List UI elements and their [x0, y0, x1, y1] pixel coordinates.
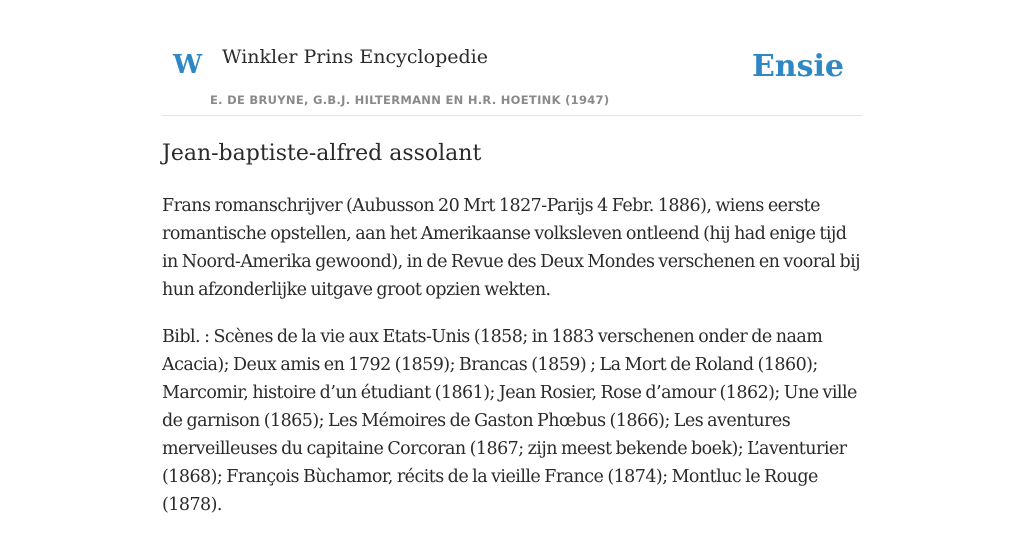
article-body [162, 192, 862, 538]
article-paragraph-bibliography: Bibl. : Scènes de la vie aux Etats-Unis (1858; in 1883 verschenen onder de naam Acacia); Deux amis en 1792 (1859); Brancas (1859) ; La Mort de Roland (1860); Marcomir, histoire d’un étudiant (1861); Jean Rosier, Rose d’amour (1862); Une ville de garnison (1865); Les Mémoires de Gaston Phœbus (1866); Les aventures merveilleuses du capitaine Corcoran (1867; zijn meest bekende boek); L’aventurier (1868); François Bùchamor, récits de la vieille France (1874); Montluc le Rouge (1878). [162, 327, 857, 515]
site-authors: E. DE BRUYNE, G.B.J. HILTERMANN EN H.R. HOETINK (1947) [210, 93, 610, 107]
site-title[interactable]: Winkler Prins Encyclopedie [222, 46, 488, 68]
page [162, 0, 862, 515]
logo-icon[interactable]: W [173, 50, 203, 80]
article-title: Jean-baptiste-alfred assolant [162, 141, 482, 166]
site-header [162, 0, 862, 116]
brand-logo[interactable]: Ensie [751, 49, 844, 84]
article-paragraph: Frans romanschrijver (Aubusson 20 Mrt 1827-Parijs 4 Febr. 1886), wiens eerste romantische opstellen, aan het Amerikaanse volksleven ontleend (hij had enige tijd in Noord-Amerika gewoond), in de Revue des Deux Mondes verschenen en vooral bij hun afzonderlijke uitgave groot opzien wekten. [162, 196, 861, 300]
